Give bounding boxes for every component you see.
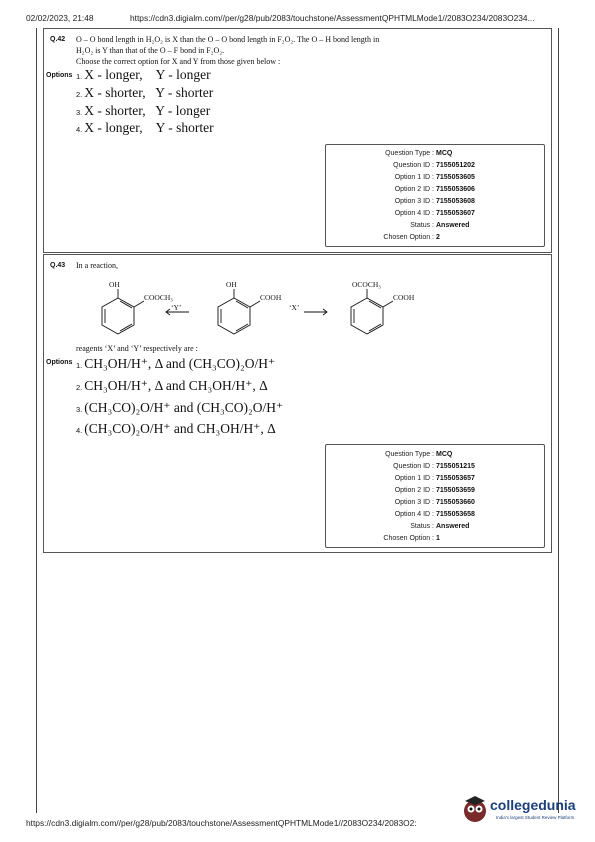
left-ester-label: COOCH₃ — [144, 293, 173, 302]
right-acetyl-label: OCOCH₃ — [352, 280, 381, 289]
question-number: Q.43 — [50, 262, 66, 269]
benzene-ring-left — [102, 298, 134, 334]
benzene-ring-middle — [218, 298, 250, 334]
collegedunia-tagline: India's largest Student Review Platform — [496, 815, 575, 820]
left-oh-label: OH — [109, 280, 120, 289]
benzene-ring-right — [351, 298, 383, 334]
option-1: 1. CH₃OH/H⁺, Δ and (CH₃CO)₂O/H⁺ — [76, 356, 276, 371]
option-3: 3. (CH₃CO)₂O/H⁺ and (CH₃CO)₂O/H⁺ — [76, 400, 284, 415]
option-4: 4. X - longer, Y - shorter — [76, 120, 214, 135]
question-number: Q.42 — [50, 36, 66, 43]
options-label: Options — [46, 359, 73, 366]
print-date: 02/02/2023, 21:48 — [26, 13, 94, 23]
middle-acid-label: COOH — [260, 293, 282, 302]
question-text-line: Choose the correct option for X and Y from those given below : — [76, 57, 281, 66]
left-page-rule — [36, 28, 37, 813]
question-text-line: reagents ‘X’ and ‘Y’ respectively are : — [76, 344, 198, 353]
question-42-meta-box: Question Type : MCQ Question ID : 7155051202 Option 1 ID : 7155053605 Option 2 ID : 7155053606 Option 3 ID : 7155053608 Option 4 ID : 7155053607 Status : Answered Chosen Option : 2 — [325, 144, 545, 247]
options-label: Options — [46, 72, 73, 79]
collegedunia-logo: collegedunia — [490, 797, 576, 813]
question-text-line: In a reaction, — [76, 261, 118, 270]
option-2: 2. X - shorter, Y - shorter — [76, 85, 214, 100]
right-acid-label: COOH — [393, 293, 415, 302]
question-text-line: O – O bond length in H₂O₂ is X than the O – O bond length in F₂O₂. The O – H bond length in — [76, 35, 380, 44]
option-4: 4. (CH₃CO)₂O/H⁺ and CH₃OH/H⁺, Δ — [76, 421, 276, 436]
option-1: 1. X - longer, Y - longer — [76, 67, 211, 82]
question-text-line: H₂O₂ is Y than that of the O – F bond in F₂O₂. — [76, 46, 225, 55]
question-43-meta-box: Question Type : MCQ Question ID : 7155051215 Option 1 ID : 7155053657 Option 2 ID : 7155053659 Option 3 ID : 7155053660 Option 4 ID : 7155053658 Status : Answered Chosen Option : 1 — [325, 444, 545, 548]
right-page-rule — [558, 28, 559, 813]
option-3: 3. X - shorter, Y - longer — [76, 103, 211, 118]
collegedunia-mascot-icon — [462, 795, 488, 825]
arrow-y-label: ‘Y’ — [171, 303, 182, 312]
footer-url: https://cdn3.digialm.com//per/g28/pub/2083/touchstone/AssessmentQPHTMLMode1//2083O234/2083O2: — [26, 818, 417, 828]
option-2: 2. CH₃OH/H⁺, Δ and CH₃OH/H⁺, Δ — [76, 378, 268, 393]
print-url: https://cdn3.digialm.com//per/g28/pub/2083/touchstone/AssessmentQPHTMLMode1//2083O234/2083O234... — [130, 13, 535, 23]
middle-oh-label: OH — [226, 280, 237, 289]
arrow-x-label: ‘X’ — [289, 303, 300, 312]
